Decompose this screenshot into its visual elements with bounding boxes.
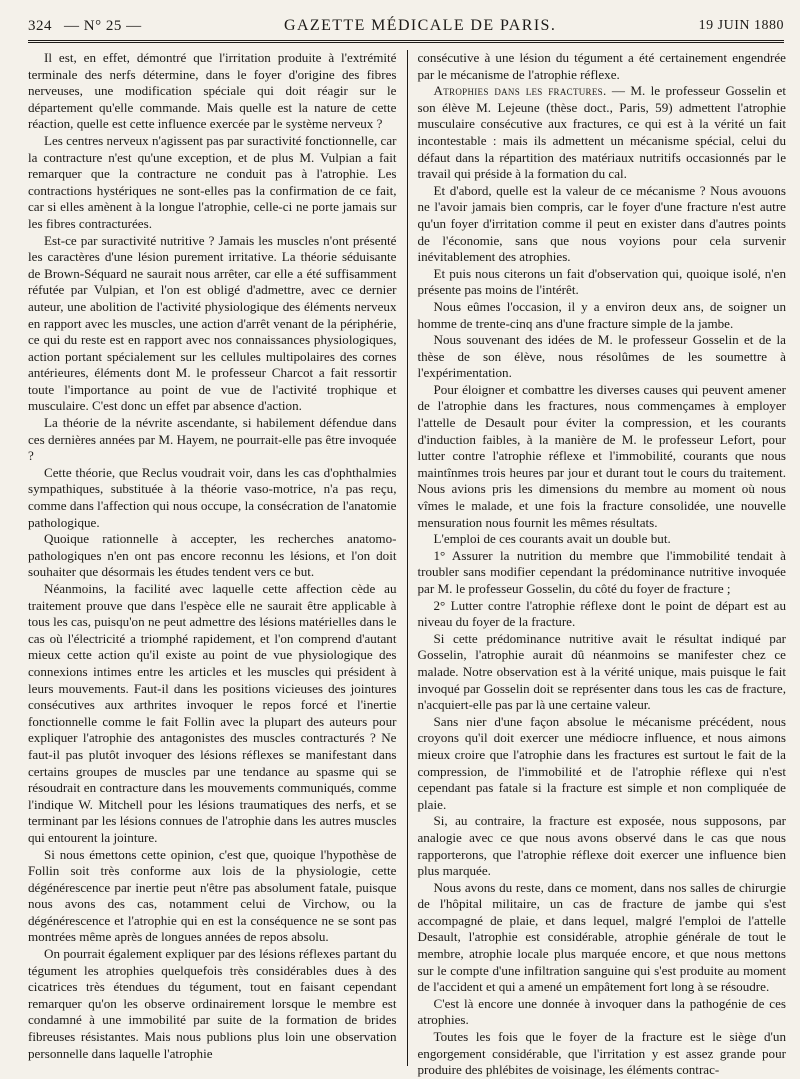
paragraph: La théorie de la névrite ascendante, si habilement défendue dans ces dernières années par M. Hayem, ne pourrait-elle pas être invoquée ? <box>28 415 397 464</box>
issue-number: — N° 25 — <box>64 17 142 34</box>
paragraph: Si, au contraire, la fracture est exposée, nous supposons, par analogie avec ce que nous avons observé dans le cas que nous rapporterons, que l'atrophie réflexe doit exercer une influence bien plus marquée. <box>417 813 786 879</box>
paragraph: Sans nier d'une façon absolue le mécanisme précédent, nous croyons qu'il doit exercer une médiocre influence, et nous aimons mieux croire que l'atrophie dans les fractures est surtout le fait de la compression, de l'immobilité et de l'atrophie réflexe qui n'est cependant pas fatale si la fracture est simple et non compliquée de plaie. <box>417 713 786 812</box>
paragraph: Est-ce par suractivité nutritive ? Jamais les muscles n'ont présenté les caractères d'une lésion purement irritative. La théorie séduisante de Brown-Séquard ne saurait nous arrêter, car elle a été suffisamment réfutée par Vulpian, et l'on est obligé d'admettre, avec ce dernier auteur, une abolition de l'activité physiologique des éléments nerveux en rapport avec les muscles, une action d'arrêt venant de la périphérie, ce qui du reste est en rapport avec nos connaissances physiologiques, action portant spécialement sur les cellules multipolaires des cornes antérieures, éléments dont M. le professeur Charcot a fait ressortir toute l'importance au point de vue de l'activité trophique et musculaire. C'est donc un effet par absence d'action. <box>28 232 397 414</box>
paragraph: Il est, en effet, démontré que l'irritation produite à l'extrémité terminale des nerfs détermine, dans le foyer d'origine des fibres nerveuses, une modification spéciale qui doit réagir sur le département qu'elle commande. Mais quelle est la nature de cette réaction, quelle est cette influence exercée par le système nerveux ? <box>28 50 397 132</box>
left-column <box>28 50 407 1066</box>
paragraph: Et puis nous citerons un fait d'observation qui, quoique isolé, n'en présente pas moins de l'intérêt. <box>417 265 786 298</box>
paragraph: L'emploi de ces courants avait un double but. <box>433 531 671 547</box>
paragraph: Nous eûmes l'occasion, il y a environ deux ans, de soigner un homme de trente-cinq ans d'une fracture simple de la jambe. <box>417 298 786 331</box>
paragraph: Et d'abord, quelle est la valeur de ce mécanisme ? Nous avouons ne l'avoir jamais bien compris, car le foyer d'une fracture n'est autre qu'un foyer d'irritation comme il peut en exister dans d'autres points de l'économie, sans que nous voyions pour cela survenir inévitablement des atrophies. <box>417 182 786 265</box>
page-number: 324 <box>28 17 52 34</box>
issue-date: 19 JUIN 1880 <box>698 18 784 33</box>
right-column <box>408 50 787 1078</box>
masthead-left <box>28 18 142 35</box>
paragraph: Cette théorie, que Reclus voudrait voir, dans les cas d'ophthalmies sympathiques, substituée à la théorie vaso-motrice, n'a pas reçu, comme dans l'affection qui nous occupe, la consécration de l'anatomie pathologique. <box>28 464 397 530</box>
paragraph: Nous avons du reste, dans ce moment, dans nos salles de chirurgie de l'hôpital militaire, un cas de fracture de jambe qui s'est accompagné de plaie, et dans lequel, malgré l'emploi de l'attelle Desault, l'atrophie est considérable, atrophie générale de tout le membre, atrophie locale plus marquée encore, et que nous mettons sur le compte d'une infiltration sanguine qui s'est produite au moment de l'accident et qui a amené un empâtement fort long à se résoudre. <box>417 879 786 995</box>
paragraph: C'est là encore une donnée à invoquer dans la pathogénie de ces atrophies. <box>417 995 786 1028</box>
section-paragraph <box>418 83 787 183</box>
paragraph: Toutes les fois que le foyer de la fracture est le siège d'un engorgement considérable, que l'irritation y est assez grande pour produire des phlébites de voisinage, les éléments contrac- <box>417 1029 786 1078</box>
paragraph: Nous souvenant des idées de M. le professeur Gosselin et de la thèse de son élève, nous résolûmes de les soumettre à l'expérimentation. <box>417 332 786 381</box>
article-columns <box>28 50 786 1078</box>
paragraph: Néanmoins, la facilité avec laquelle cette affection cède au traitement prouve que dans l'espèce elle ne saurait être applicable à tous les cas, puisqu'on ne peut admettre des lésions matérielles dans le cas où l'électricité a triomphé rapidement, et l'on comprend d'autant mieux cette action qu'il existe au point de vue physiologique des connexions intimes entre les articles et les muscles qui président à leurs mouvements. Faut-il dans les positions vicieuses des jointures consécutives aux arthrites invoquer le repos forcé et l'inertie fonctionnelle comme le fait Follin avec la plupart des auteurs pour expliquer l'atrophie des antagonistes des muscles contracturés ? Ne faut-il pas plutôt invoquer des lésions réflexes se manifestant dans certains groupes de muscles par une tendance au spasme qui se résoudrait en contracture dans les mouvements communiqués, comme l'indique W. Mitchell pour les lésions traumatiques des nerfs, et se terminant par les lésions connues de l'atrophie dans les autres muscles qui entourent la jointure. <box>28 581 397 845</box>
paragraph: Si cette prédominance nutritive avait le résultat indiqué par Gosselin, l'atrophie aurait dû néanmoins se manifester chez ce malade. Notre observation est à la vérité unique, mais puisque le fait invoqué par Gosselin doit se représenter dans tous les cas de fracture, n'acquiert-elle pas par là une certaine valeur. <box>417 630 786 713</box>
masthead <box>28 12 784 43</box>
paragraph: 2° Lutter contre l'atrophie réflexe dont le point de départ est au niveau du foyer de la fracture. <box>417 597 786 630</box>
section-heading: Atrophies dans les fractures. <box>433 83 607 99</box>
paragraph-continuation: consécutive à une lésion du tégument a été certainement engendrée par le mécanisme de l'atrophie réflexe. <box>417 50 786 82</box>
paragraph: Pour éloigner et combattre les diverses causes qui peuvent amener de l'atrophie dans les fractures, nous commençames à employer l'attelle de Desault pour éviter la compression, et les courants d'induction faibles, à la manière de M. le professeur Lefort, pour lutter contre l'atrophie réflexe et l'immobilité, courants que nous maintînmes trois heures par jour et durant tout le cours du traitement. Nous avions pris les dimensions du membre au moment où nous vîmes le malade, et une fois la fracture consolidée, une nouvelle mensuration nous fournit les mêmes résultats. <box>417 381 786 530</box>
paragraph: On pourrait également expliquer par des lésions réflexes partant du tégument les atrophies quelquefois très considérables dues à des cicatrices très étendues du tégument, tout en faisant cependant remarquer qu'on les observe ordinairement lorsque le membre est condamné à une immobilité par suite de la formation de brides fibreuses résistantes. Mais nous publions plus loin une observation personnelle dans laquelle l'atrophie <box>28 946 397 1061</box>
journal-title: GAZETTE MÉDICALE DE PARIS. <box>284 17 557 34</box>
paragraph: Les centres nerveux n'agissent pas par suractivité fonctionnelle, car la contracture n'est qu'une exception, et de plus M. Vulpian a fait remarquer que la contracture ne conduit pas à l'atrophie. Les contractions hystériques ne sont-elles pas la confirmation de ce fait, car si elles amènent à la longue l'atrophie, celle-ci ne porte jamais sur les fibres contracturées. <box>28 132 397 231</box>
paragraph: Si nous émettons cette opinion, c'est que, quoique l'hypothèse de Follin soit très conforme aux lois de la physiologie, cette dégénérescence par inertie peut n'être pas absolument fatale, puisque nous avons des cas, notamment celui de Virchow, ou la dégénérescence et l'atrophie qui en est la conséquence ne se sont pas montrées même après de longues années de repos absolu. <box>28 846 397 945</box>
paragraph: Quoique rationnelle à accepter, les recherches anatomo-pathologiques n'en ont pas encore reconnu les lésions, et l'on doit souhaiter que désormais les études tendent vers ce but. <box>28 531 397 580</box>
paragraph: 1° Assurer la nutrition du membre que l'immobilité tendait à troubler sans modifier cependant la prédominance nutritive invoquée par M. le professeur Gosselin, du côté du foyer de fracture ; <box>417 547 786 596</box>
section-text: — M. le professeur Gosselin et son élève M. Lejeune (thèse doct., Paris, 59) admettent l'atrophie musculaire consécutive aux fractures, ce qui est à la vérité un fait incontestable : mais ils admettent un mécanisme spécial, celui du défaut dans la répartition des matériaux nutritifs occasionnés par le travail qui préside à la formation du cal. <box>417 83 786 182</box>
